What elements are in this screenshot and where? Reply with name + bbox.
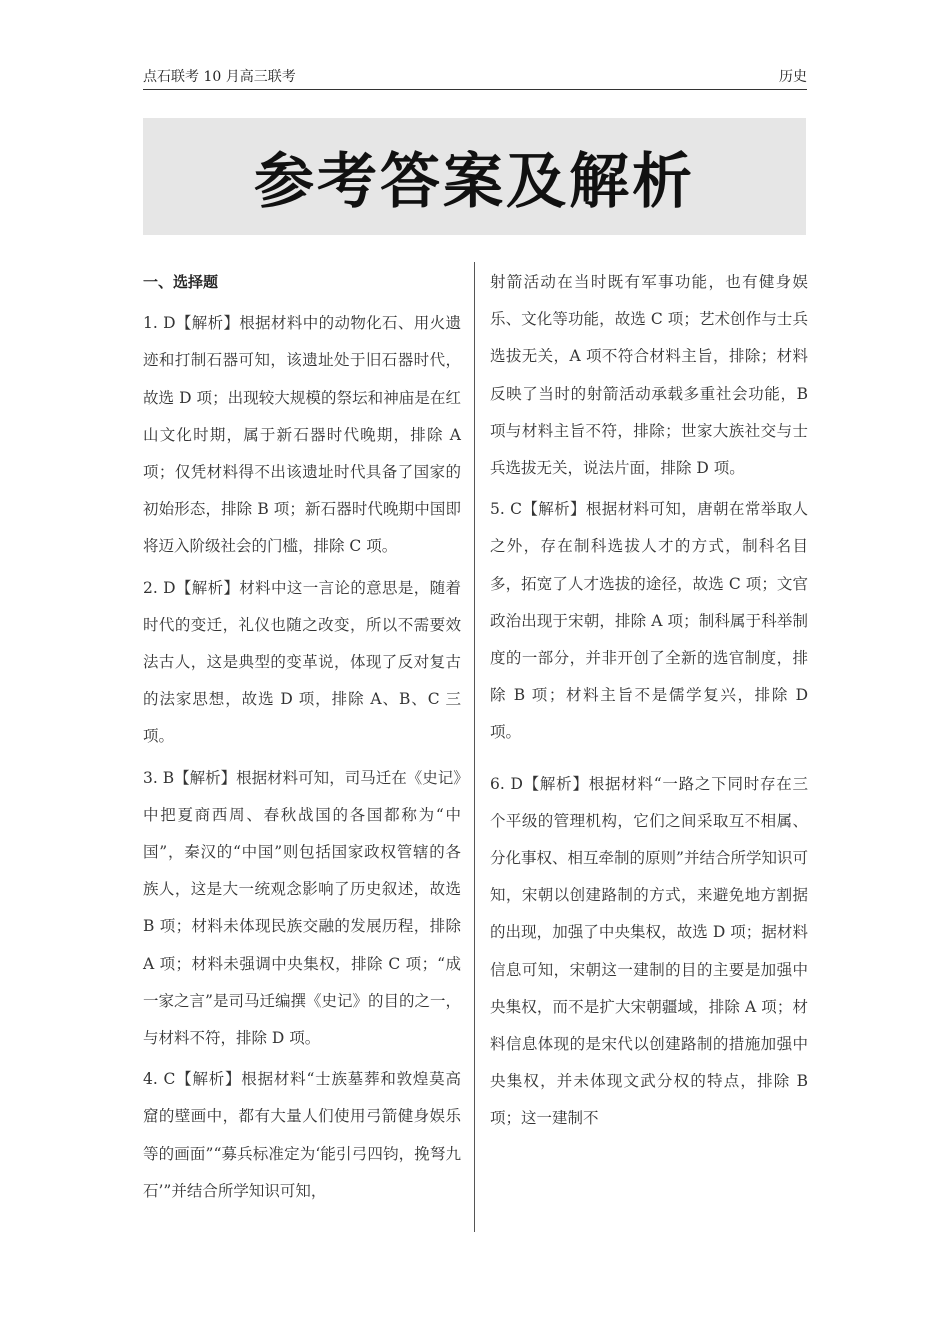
answer-2: 2. D【解析】材料中这一言论的意思是，随着时代的变迁，礼仪也随之改变，所以不需要效法古人，这是典型的变革说，体现了反对复古的法家思想，故选 D 项，排除 A、B、C 三项。 (143, 578, 461, 746)
header-subject: 历史 (779, 69, 807, 85)
header-rule (143, 89, 807, 90)
answer-6: 6. D【解析】根据材料“一路之下同时存在三个平级的管理机构，它们之间采取互不相属、分化事权、相互牵制的原则”并结合所学知识可知，宋朝以创建路制的方式，来避免地方割据的出现，加强了中央集权，故选 D 项；据材料信息可知，宋朝这一建制的目的主要是加强中央集权，而不是扩大宋朝疆域，排除 A 项；材料信息体现的是宋代以创建路制的措施加强中央集权，并未体现文武分权的特点，排除 B 项；这一建制不 (490, 774, 808, 1128)
answer-4-start: 4. C【解析】根据材料“士族墓葬和敦煌莫高窟的壁画中，都有大量人们使用弓箭健身娱乐等的画面”“募兵标准定为‘能引弓四钧，挽弩九石’”并结合所学知识可知， (143, 1070, 461, 1200)
section-heading: 一、选择题 (143, 273, 219, 291)
left-column (143, 264, 461, 1210)
answer-3: 3. B【解析】根据材料可知，司马迁在《史记》中把夏商西周、春秋战国的各国都称为“中国”，秦汉的“中国”则包括国家政权管辖的各族人，这是大一统观念影响了历史叙述，故选 B 项；材料未体现民族交融的发展历程，排除 A 项；材料未强调中央集权，排除 C 项；“成一家之言”是司马迁编撰《史记》的目的之一，与材料不符，排除 D 项。 (143, 768, 461, 1048)
right-column (490, 264, 808, 1138)
answer-1: 1. D【解析】根据材料中的动物化石、用火遗迹和打制石器可知，该遗址处于旧石器时代，故选 D 项；出现较大规模的祭坛和神庙是在红山文化时期，属于新石器时代晚期，排除 A 项；仅凭材料得不出该遗址时代具备了国家的初始形态，排除 B 项；新石器时代晚期中国即将迈入阶级社会的门槛，排除 C 项。 (143, 314, 461, 556)
answer-4-continued: 射箭活动在当时既有军事功能，也有健身娱乐、文化等功能，故选 C 项；艺术创作与士兵选拔无关，A 项不符合材料主旨，排除；材料反映了当时的射箭活动承载多重社会功能，B 项与材料主旨不符，排除；世家大族社交与士兵选拔无关，说法片面，排除 D 项。 (490, 273, 808, 478)
title-banner (143, 118, 806, 235)
answer-5: 5. C【解析】根据材料可知，唐朝在常举取人之外，存在制科选拔人才的方式，制科名目多，拓宽了人才选拔的途径，故选 C 项；文官政治出现于宋朝，排除 A 项；制科属于科举制度的一部分，并非开创了全新的选官制度，排除 B 项；材料主旨不是儒学复兴，排除 D 项。 (490, 500, 808, 742)
page-title: 参考答案及解析 (254, 146, 695, 217)
header-exam-name: 点石联考 10 月高三联考 (143, 69, 296, 85)
column-divider (474, 262, 475, 1232)
